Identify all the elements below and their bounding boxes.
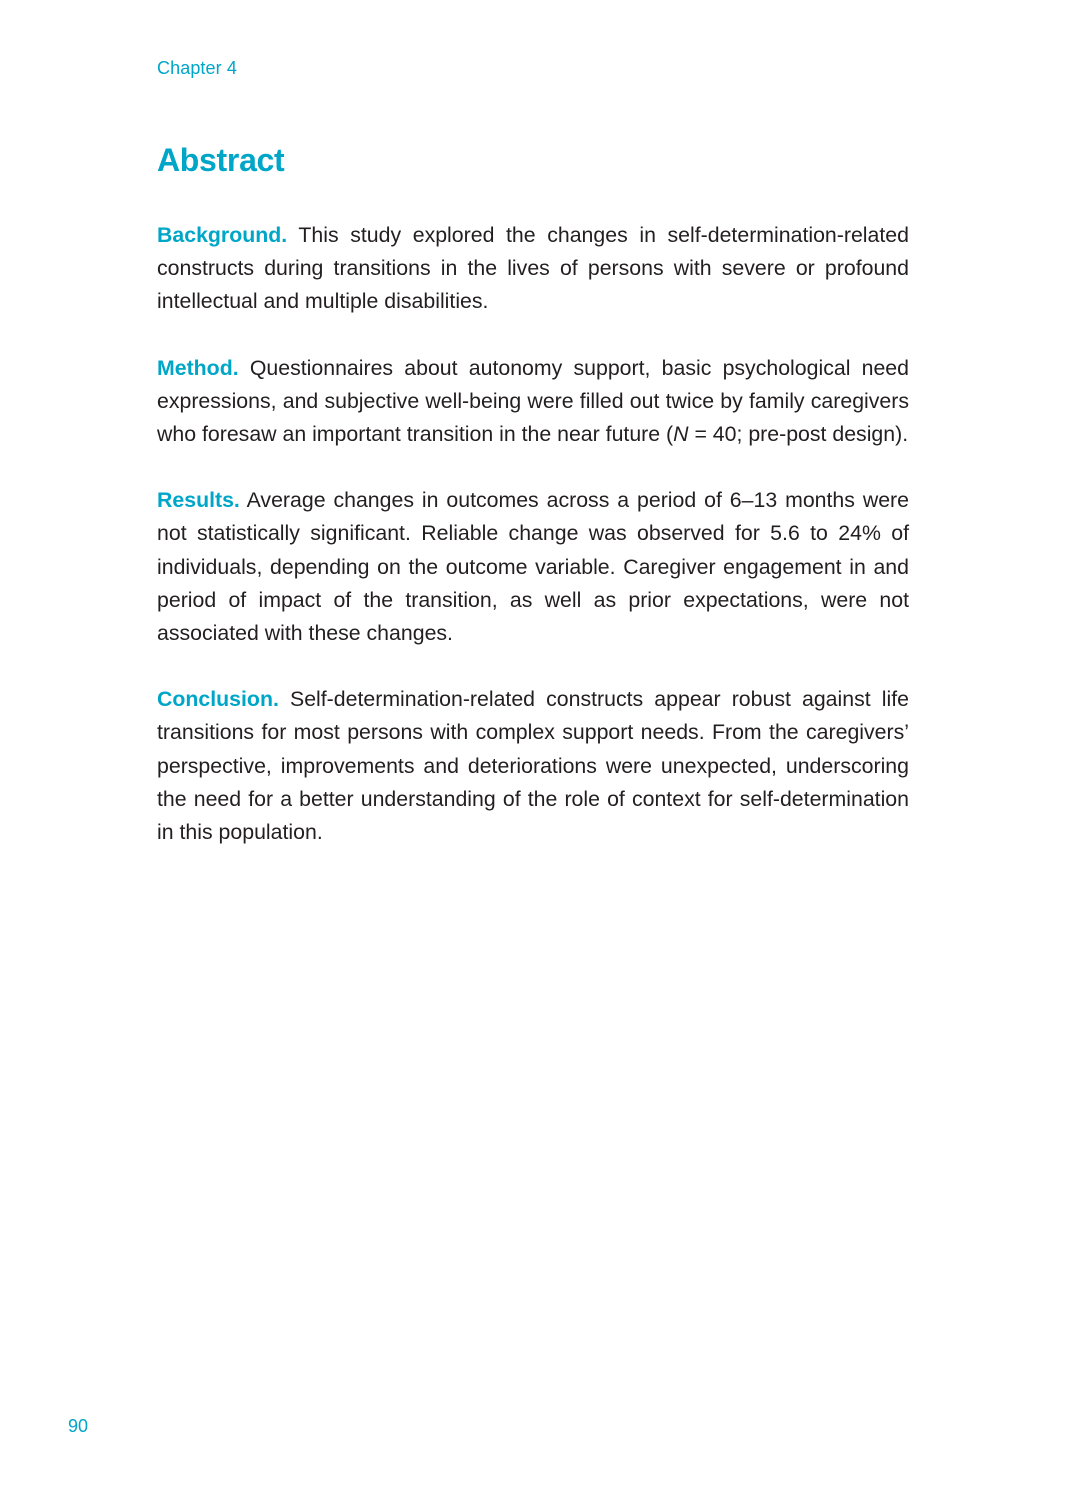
results-paragraph bbox=[157, 484, 909, 650]
method-stat-symbol: N bbox=[673, 422, 689, 447]
background-text: This study explored the changes in self-determination-related constructs during transitions in the lives of persons with severe or profound intellectual and multiple disabilities. bbox=[157, 223, 909, 314]
page-title: Abstract bbox=[157, 142, 285, 178]
conclusion-text: Self-determination-related constructs appear robust against life transitions for most persons with complex support needs. From the caregivers’ perspective, improvements and deteriorations were unexpected, underscoring the need for a better understanding of the role of context for self-determination in this population. bbox=[157, 687, 909, 845]
results-label: Results. bbox=[157, 488, 240, 513]
conclusion-paragraph bbox=[157, 683, 909, 849]
abstract-body bbox=[157, 219, 909, 882]
background-label: Background. bbox=[157, 223, 288, 247]
method-label: Method. bbox=[157, 355, 239, 380]
page-number: 90 bbox=[68, 1416, 89, 1436]
method-text-after: = 40; pre-post design). bbox=[688, 422, 909, 447]
background-paragraph bbox=[157, 219, 909, 319]
running-head-chapter: Chapter 4 bbox=[157, 58, 237, 78]
method-paragraph bbox=[157, 352, 909, 452]
method-text-before: Questionnaires about autonomy support, basic psychological need expressions, and subjective well-being were filled out twice by family caregivers who foresaw an important transition in the near future ( bbox=[157, 355, 909, 447]
conclusion-label: Conclusion. bbox=[157, 687, 279, 712]
results-text: Average changes in outcomes across a period of 6–13 months were not statistically significant. Reliable change was observed for 5.6 to 24% of individuals, depending on the outcome variable. Caregiver engagement in and period of impact of the transition, as well as prior expectations, were not associated with these changes. bbox=[157, 488, 909, 646]
